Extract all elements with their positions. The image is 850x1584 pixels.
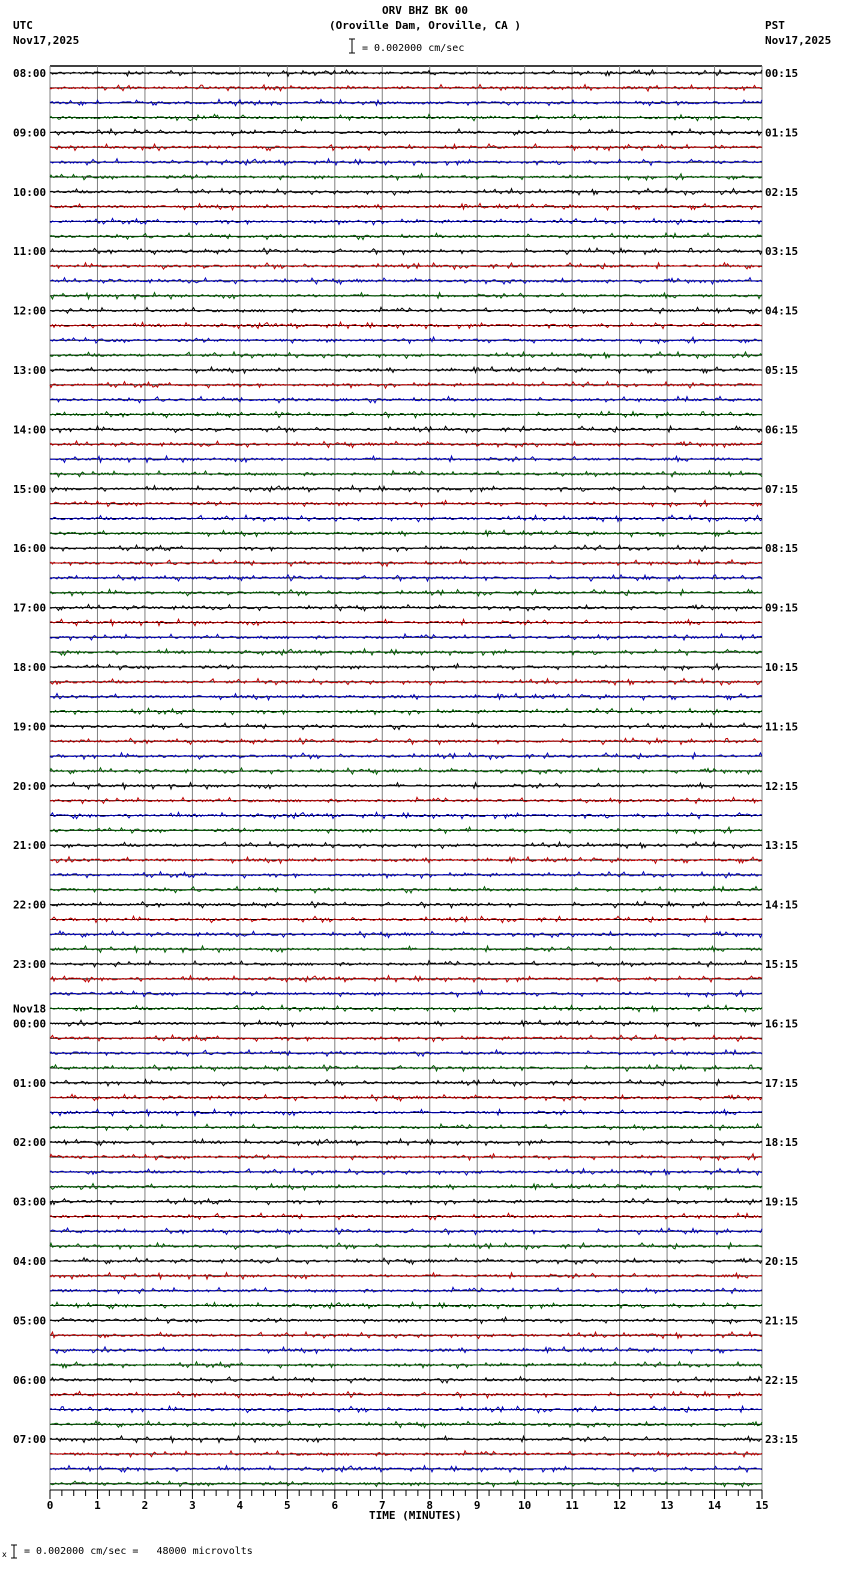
footer-scale-text: = 0.002000 cm/sec = 48000 microvolts (24, 1546, 253, 1557)
x-tick-label: 3 (189, 1499, 196, 1512)
utc-hour-label: 15:00 (13, 482, 47, 496)
utc-hour-label: 21:00 (13, 839, 47, 853)
x-tick-label: 5 (284, 1499, 291, 1512)
seismic-trace (50, 263, 762, 269)
pst-hour-label: 09:15 (765, 601, 799, 615)
seismic-trace (50, 1213, 762, 1219)
pst-hour-label: 10:15 (765, 661, 799, 674)
utc-hour-label: 11:00 (13, 245, 47, 259)
left-timezone: UTC (13, 19, 33, 32)
utc-hour-label: 04:00 (13, 1255, 47, 1268)
seismic-trace (50, 679, 762, 685)
pst-hour-label: 06:15 (765, 423, 799, 437)
seismic-trace (50, 1421, 762, 1428)
x-tick-label: 1 (94, 1499, 101, 1512)
seismic-trace (50, 367, 762, 373)
pst-hour-label: 20:15 (765, 1255, 799, 1268)
pst-hour-label: 01:15 (765, 126, 799, 140)
utc-hour-label: 03:00 (13, 1195, 47, 1209)
utc-hour-label: 05:00 (13, 1314, 47, 1328)
x-axis-label: TIME (MINUTES) (369, 1509, 462, 1522)
seismic-trace (50, 1094, 762, 1101)
x-tick-label: 8 (426, 1499, 434, 1512)
seismic-trace (50, 1109, 762, 1115)
seismic-trace (50, 114, 762, 120)
utc-hour-label: 00:00 (13, 1017, 47, 1031)
pst-hour-label: 22:15 (765, 1373, 799, 1387)
seismic-trace (50, 1258, 762, 1264)
seismic-trace (50, 708, 762, 714)
pst-hour-label: 23:15 (765, 1433, 799, 1447)
utc-hour-label: 18:00 (13, 661, 47, 674)
station-title: ORV BHZ BK 00 (381, 4, 469, 17)
utc-hour-label: 14:00 (13, 423, 47, 437)
utc-hour-label: 17:00 (13, 601, 47, 615)
utc-hour-label: 16:00 (13, 542, 47, 556)
utc-hour-label: 13:00 (13, 364, 47, 377)
pst-hour-label: 00:15 (765, 67, 799, 80)
seismic-trace (50, 1347, 762, 1353)
pst-hour-label: 14:15 (765, 898, 799, 912)
utc-hour-label: 12:00 (13, 304, 47, 318)
pst-hour-label: 08:15 (765, 542, 799, 556)
seismic-trace (50, 590, 762, 596)
pst-hour-label: 05:15 (765, 364, 799, 377)
pst-hour-label: 18:15 (765, 1136, 799, 1150)
x-tick-label: 2 (141, 1499, 149, 1512)
utc-hour-label: 10:00 (13, 185, 47, 199)
pst-hour-label: 02:15 (765, 185, 799, 199)
pst-hour-label: 07:15 (765, 482, 799, 496)
x-tick-label: 10 (518, 1499, 532, 1512)
utc-hour-label: 19:00 (13, 720, 47, 734)
pst-hour-label: 16:15 (765, 1017, 799, 1031)
seismic-trace (50, 129, 762, 135)
x-tick-label: 14 (707, 1499, 722, 1512)
scale-label: = 0.002000 cm/sec (362, 43, 465, 54)
x-tick-label: 12 (612, 1499, 627, 1512)
seismic-trace (50, 1020, 762, 1026)
pst-hour-label: 21:15 (765, 1314, 799, 1328)
station-location: (Oroville Dam, Oroville, CA ) (328, 19, 522, 32)
seismic-trace (50, 1273, 762, 1279)
seismic-trace (50, 1139, 762, 1145)
x-tick-label: 11 (565, 1499, 579, 1512)
seismic-trace (50, 1436, 762, 1442)
x-tick-label: 4 (236, 1499, 244, 1512)
pst-hour-label: 17:15 (765, 1076, 799, 1090)
x-tick-label: 0 (46, 1499, 54, 1512)
seismic-trace (50, 278, 762, 284)
seismic-trace (50, 664, 762, 670)
footer-scale-icon (2, 1543, 18, 1564)
pst-hour-label: 12:15 (765, 779, 799, 793)
utc-hour-label: 22:00 (13, 898, 47, 912)
seismic-trace (50, 1184, 762, 1190)
x-tick-label: 15 (755, 1499, 769, 1512)
pst-hour-label: 15:15 (765, 958, 799, 971)
utc-hour-label: 01:00 (13, 1076, 47, 1090)
seismic-trace (50, 412, 762, 418)
pst-hour-label: 04:15 (765, 304, 799, 318)
svg-text:x: x (2, 1550, 7, 1559)
pst-hour-label: 03:15 (765, 245, 799, 259)
seismic-trace (50, 159, 762, 165)
x-tick-label: 7 (378, 1499, 386, 1512)
seismic-trace (50, 1451, 762, 1457)
seismic-trace (50, 797, 762, 803)
left-date: Nov17,2025 (13, 34, 80, 47)
seismic-trace (50, 1065, 762, 1071)
seismic-trace (50, 827, 762, 833)
x-tick-label: 13 (660, 1499, 674, 1512)
seismic-trace (50, 85, 762, 92)
utc-hour-label: 07:00 (13, 1433, 47, 1447)
pst-hour-label: 13:15 (765, 839, 799, 853)
right-timezone: PST (765, 19, 785, 32)
utc-hour-label: 09:00 (13, 126, 47, 140)
pst-hour-label: 19:15 (765, 1195, 799, 1209)
right-date: Nov17,2025 (765, 34, 832, 47)
utc-hour-label: 06:00 (13, 1373, 47, 1387)
pst-hour-label: 11:15 (765, 720, 799, 734)
utc-hour-label: Nov18 (13, 1002, 47, 1016)
x-tick-label: 9 (473, 1499, 481, 1512)
utc-hour-label: 20:00 (13, 779, 47, 793)
seismic-trace (50, 723, 762, 729)
x-tick-label: 6 (331, 1499, 339, 1512)
utc-hour-label: 23:00 (13, 958, 47, 971)
utc-hour-label: 02:00 (13, 1136, 47, 1150)
utc-hour-label: 08:00 (13, 67, 47, 80)
